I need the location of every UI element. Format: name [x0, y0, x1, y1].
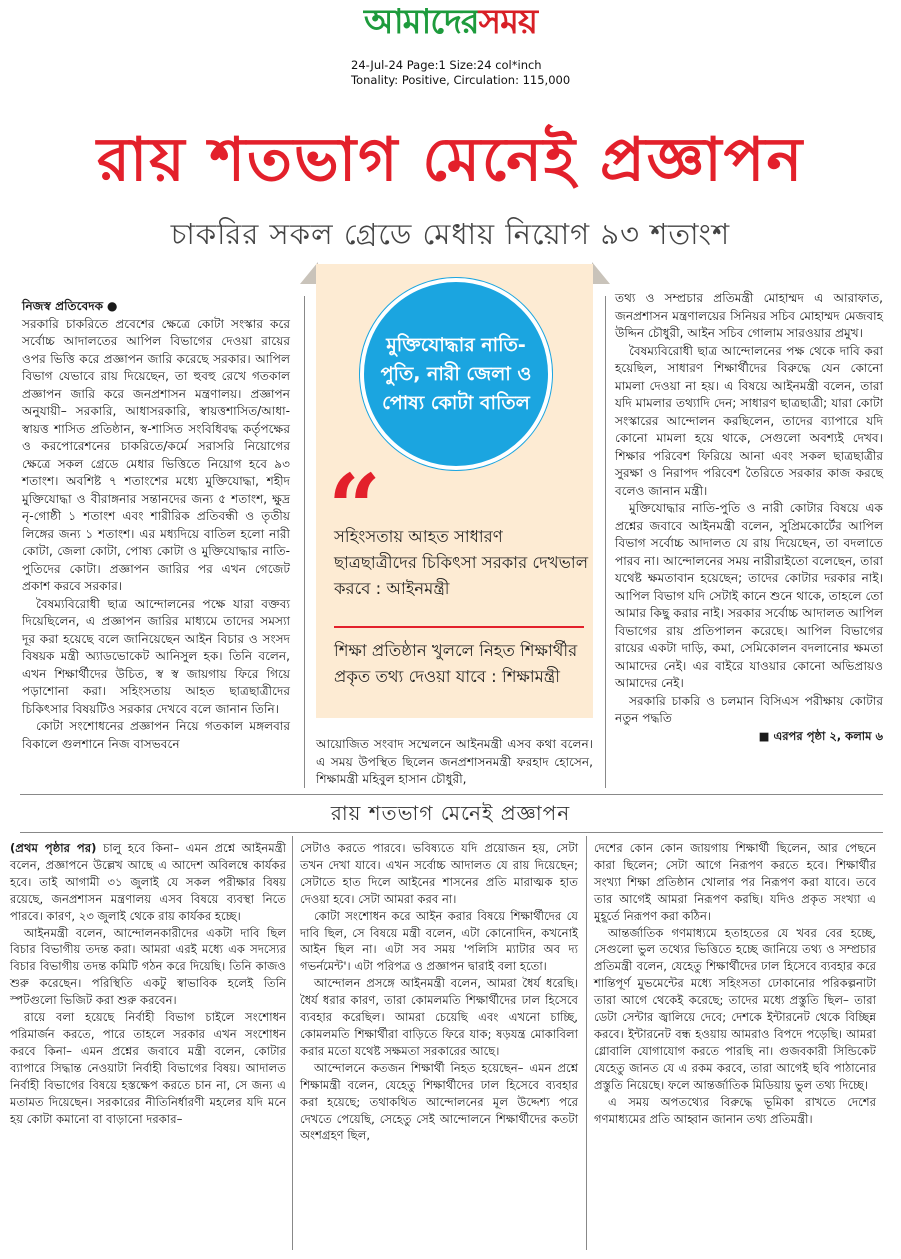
section-separator — [20, 794, 883, 795]
logo-part-1: আমাদের — [364, 2, 479, 42]
paragraph: সেটাও করতে পারবে। ভবিষ্যতে যদি প্রয়োজন হয়, সেটা তখন দেখা যাবে। এখন সর্বোচ্চ আদালত যে রায় দিয়েছেন; সেটাতে হাত দিলে আইনের শাসনের প্রতি মারাত্মক হাত দেওয়া হবে। সেটা আমরা করব না। — [300, 841, 578, 906]
paragraph: সরকারি চাকরিতে প্রবেশের ক্ষেত্রে কোটা সংস্কার করে সর্বোচ্চ আদালতের আপিল বিভাগের দেওয়া রায়ের ওপর ভিত্তি করে প্রজ্ঞাপন জারি করেছে সরকার। আপিল বিভাগ যেভাবে রায় দিয়েছেন, তা হুবহু রেখে গতকাল প্রজ্ঞাপন জারি করে জনপ্রশাসন মন্ত্রণালয়। প্রজ্ঞাপন অনুযায়ী– সরকারি, আধাসরকারি, স্বায়ত্তশাসিত/আধা-স্বায়ত্ত শাসিত প্রতিষ্ঠান, স্ব-শাসিত সংবিধিবদ্ধ কর্তৃপক্ষের ও করপোরেশনের চাকরিতে/কর্মে সরাসরি নিয়োগের ক্ষেত্রে সকল গ্রেডে মেধার ভিত্তিতে নিয়োগ হবে ৯৩ শতাংশ। অবশিষ্ট ৭ শতাংশের মধ্যে মুক্তিযোদ্ধা, শহীদ মুক্তিযোদ্ধা ও বীরাঙ্গনার সন্তানদের জন্য ৫ শতাংশ, ক্ষুদ্র নৃ-গোষ্ঠী ১ শতাংশ এবং শারীরিক প্রতিবন্ধী ও তৃতীয় লিঙ্গের জন্য ১ শতাংশ। এর মধ্যদিয়ে বাতিল হলো নারী কোটা, জেলা কোটা, পোষ্য কোটা ও মুক্তিযোদ্ধার নাতি-পুতিদের কোটা। প্রজ্ঞাপন জারির পর এখন গেজেট প্রকাশ করবে সরকার। — [22, 316, 290, 593]
pull-quote-education-minister: শিক্ষা প্রতিষ্ঠান খুললে নিহত শিক্ষার্থীর প্রকৃত তথ্য দেওয়া যাবে : শিক্ষামন্ত্রী — [334, 641, 578, 686]
continuation-column-2 — [300, 840, 578, 1144]
section-separator — [20, 832, 883, 833]
subheadline: চাকরির সকল গ্রেডে মেধায় নিয়োগ ৯৩ শতাংশ — [170, 217, 731, 251]
article-column-1 — [22, 298, 290, 753]
paragraph: সরকারি চাকরি ও চলমান বিসিএস পরীক্ষায় কোটার নতুন পদ্ধতি — [615, 693, 883, 725]
paragraph: বৈষম্যবিরোধী ছাত্র আন্দোলনের পক্ষ থেকে দাবি করা হয়েছিল, সাধারণ শিক্ষার্থীদের বিরুদ্ধে যেন কোনো মামলা দেওয়া না হয়। এ বিষয়ে আইনমন্ত্রী বলেন, তারা যদি মামলার তথ্যাদি দেন; সাধারণ ছাত্রছাত্রী; যারা কোটা সংস্কারের আন্দোলন করছিলেন, তাদের ব্যাপারে যদি কোনো মামলা হয়ে থাকে, সেগুলো অবশ্যই দেখব। শিক্ষার পরিবেশ ফিরিয়ে আনা এবং সকল ছাত্রছাত্রীর সুরক্ষা ও নিরাপদ পরিবেশ তৈরিতে সরকার কাজ করছে বলেও জানান মন্ত্রী। — [615, 343, 883, 498]
callout-corner-right — [592, 262, 610, 284]
paragraph: চালু হবে কিনা– এমন প্রশ্নে আইনমন্ত্রী বলেন, প্রজ্ঞাপনে উল্লেখ আছে এ আদেশ অবিলম্বে কার্যকর হবে। তাই আগামী ৩১ জুলাই যে সকল পরীক্ষার বিষয় রয়েছে, জনপ্রশাসন মন্ত্রণালয় এসব বিষয়ে ব্যবস্থা নিতে পারবে। কারণ, ২৩ জুলাই থেকে রায় কার্যকর হচ্ছে। — [10, 841, 286, 923]
byline: নিজস্ব প্রতিবেদক — [22, 299, 104, 313]
clipping-meta — [351, 58, 570, 88]
paragraph: আন্তর্জাতিক গণমাধ্যমে হতাহতের যে খবর বের হচ্ছে, সেগুলো ভুল তথ্যের ভিত্তিতে হচ্ছে জানিয়ে তথ্য ও সম্প্রচার প্রতিমন্ত্রী বলেন, যেহেতু শিক্ষার্থীদের ঢাল হিসেবে ব্যবহার করে শান্তিপূর্ণ মুভমেন্টের মধ্যে সহিংসতা ঢোকানোর পরিকল্পনাটা তারা আগে থেকেই করেছে; তাদের মধ্যে প্রস্তুতি ছিল– তারা ডেটা সেন্টার জ্বালিয়ে দেবে; দেশকে ইন্টারনেট থেকে বিচ্ছিন্ন করবে। ইন্টারনেট বন্ধ হওয়ায় আমরাও বিপদে পড়েছি। আমরা গ্লোবালি যোগাযোগ করতে পারছি না। গুজবকারী সিন্ডিকেট যেহেতু জানত যে এ রকম করবে, তারা আগেই ছবি পাঠানোর প্রস্তুতি নিয়েছে। ফলে আন্তর্জাতিক মিডিয়ায় ভুল তথ্য দিচ্ছে। — [594, 925, 876, 1092]
quote-mark-icon: “ — [328, 454, 381, 562]
column-rule — [586, 836, 587, 1250]
paragraph: আইনমন্ত্রী বলেন, আন্দোলনকারীদের একটা দাবি ছিল বিচার বিভাগীয় তদন্ত করা। আমরা এরই মধ্যে এক সদস্যের বিচার বিভাগীয় তদন্ত কমিটি গঠন করে দিয়েছি। তিনি কাজও শুরু করেছেন। পরিস্থিতি একটু স্বাভাবিক হলেই তিনি স্পটগুলো ভিজিট করা শুরু করবেন। — [10, 925, 286, 1008]
paragraph: রায়ে বলা হয়েছে নির্বাহী বিভাগ চাইলে সংশোধন পরিমার্জন করতে, পারে তাহলে সরকার এখন সংশোধন করবে কিনা– এমন প্রশ্নের জবাবে মন্ত্রী বলেন, কোটার ব্যাপারে সিদ্ধান্ত নেওয়াটা নির্বাহী বিভাগের বিষয়। আদালত নির্বাহী বিভাগের বিষয়ে হস্তক্ষেপ করতে চান না, সে জন্য এ মতামত দিয়েছেন। সরকারের নীতিনির্ধারণী মহলের যদি মনে হয় কোটা কমানো বা বাড়ানো দরকার– — [10, 1010, 286, 1126]
continuation-title: রায় শতভাগ মেনেই প্রজ্ঞাপন — [330, 801, 571, 825]
continuation-lead-label: (প্রথম পৃষ্ঠার পর) — [10, 841, 97, 855]
newspaper-logo — [364, 2, 537, 42]
paragraph: আয়োজিত সংবাদ সম্মেলনে আইনমন্ত্রী এসব কথা বলেন। এ সময় উপস্থিত ছিলেন জনপ্রশাসনমন্ত্রী ফরহাদ হোসেন, শিক্ষামন্ত্রী মহিবুল হাসান চৌধুরী, — [316, 737, 593, 786]
paragraph: কোটা সংশোধন করে আইন করার বিষয়ে শিক্ষার্থীদের যে দাবি ছিল, সে বিষয়ে মন্ত্রী বলেন, এটা কোনোদিন, কখনোই আইন ছিল না। এটা সব সময় 'পলিসি ম্যাটার অব দ্য গভর্নমেন্ট'। এটা পরিপত্র ও প্রজ্ঞাপন দ্বারাই বলা হতো। — [300, 908, 578, 974]
article-column-3 — [615, 290, 883, 745]
continued-on: ■ এরপর পৃষ্ঠা ২, কলাম ৬ — [758, 728, 883, 743]
paragraph: বৈষম্যবিরোধী ছাত্র আন্দোলনের পক্ষে যারা বক্তব্য দিয়েছিলেন, এ প্রজ্ঞাপন জারির মাধ্যমে তাদের সমস্যা দূর করা হয়েছে বলে জানিয়েছেন আইন বিচার ও সংসদ বিষয়ক মন্ত্রী অ্যাডভোকেট আনিসুল হক। তিনি বলেন, এখন শিক্ষার্থীদের উচিত, স্ব স্ব জায়গায় ফিরে গিয়ে পড়াশোনা করা। সহিংসতায় আহত ছাত্রছাত্রীদের চিকিৎসার বিষয়টিও সরকার দেখবে বলে জানান তিনি। — [22, 596, 290, 716]
paragraph: আন্দোলনে কতজন শিক্ষার্থী নিহত হয়েছেন– এমন প্রশ্নে শিক্ষামন্ত্রী বলেন, যেহেতু শিক্ষার্থীদের ঢাল হিসেবে ব্যবহার করা হয়েছে; তথাকথিত আন্দোলনের মূল উদ্দেশ্য পরে দেখতে পেয়েছি, সেহেতু সেই আন্দোলনে শিক্ষার্থীদের কতটা অংশগ্রহণ ছিল, — [300, 1060, 578, 1143]
column-rule — [292, 836, 293, 1250]
column-rule — [304, 296, 305, 788]
continuation-column-1 — [10, 840, 286, 1127]
paragraph: তথ্য ও সম্প্রচার প্রতিমন্ত্রী মোহাম্মদ এ আরাফাত, জনপ্রশাসন মন্ত্রণালয়ের সিনিয়র সচিব মোহাম্মদ মেজবাহ উদ্দিন চৌধুরী, আইন সচিব গোলাম সারওয়ার প্রমুখ। — [615, 291, 883, 340]
paragraph: কোটা সংশোধনের প্রজ্ঞাপন নিয়ে গতকাল মঙ্গলবার বিকালে গুলশানে নিজ বাসভবনে — [22, 719, 290, 751]
continuation-column-3 — [594, 840, 876, 1127]
quote-divider — [334, 626, 584, 628]
paragraph: মুক্তিযোদ্ধার নাতি-পুতি ও নারী কোটার বিষয়ে এক প্রশ্নের জবাবে আইনমন্ত্রী বলেন, সুপ্রিমকোর্টের আপিল বিভাগ সর্বোচ্চ আদালত যে রায় দিয়েছেন, তা বদলাতে পারব না। আন্দোলনের সময় নারীরাইতো বলেছেন, তারা যথেষ্ট ক্ষমতাবান হয়েছেন; তাদের কোটার দরকার নাই। আপিল বিভাগ যদি সেটাই কানে শুনে থাকে, তাহলে তো আমার কিছু করার নাই। সরকার সর্বোচ্চ আদালত আপিল বিভাগের রায় প্রতিপালন করেছে। আপিল বিভাগের রায়ের একটা দাড়ি, কমা, সেমিকোলন বদলানোর ক্ষমতা আমাদের নেই। এর বাইরে যাওয়ার কোনো অভিপ্রায়ও আমাদের নেই। — [615, 501, 883, 690]
headline: রায় শতভাগ মেনেই প্রজ্ঞাপন — [96, 125, 805, 195]
meta-line-1: 24-Jul-24 Page:1 Size:24 col*inch — [351, 58, 542, 72]
logo-part-2: সময় — [478, 2, 537, 42]
column-rule — [605, 296, 606, 788]
paragraph: আন্দোলন প্রসঙ্গে আইনমন্ত্রী বলেন, আমরা ধৈর্য ধরেছি। ধৈর্য ধরার কারণ, তারা কোমলমতি শিক্ষার্থীদের ঢাল হিসেবে ব্যবহার করেছিল। আমরা চেয়েছি এবং এখনো চাচ্ছি, কোমলমতি শিক্ষার্থীরা বাড়িতে ফিরে যাক; ষড়যন্ত্র মোকাবিলা করার মতো যথেষ্ট সক্ষমতা সরকারের আছে। — [300, 976, 578, 1058]
byline-dot: ● — [106, 299, 118, 313]
meta-line-2: Tonality: Positive, Circulation: 115,000 — [351, 73, 571, 87]
masthead — [0, 2, 901, 42]
paragraph: এ সময় অপতথ্যের বিরুদ্ধে ভূমিকা রাখতে দেশের গণমাধ্যমের প্রতি আহ্বান জানান তথ্য প্রতিমন্ত্রী। — [594, 1094, 876, 1126]
pull-quote-law-minister: সহিংসতায় আহত সাধারণ ছাত্রছাত্রীদের চিকিৎসা সরকার দেখভাল করবে : আইনমন্ত্রী — [334, 527, 588, 598]
callout-bubble: মুক্তিযোদ্ধার নাতি-পুতি, নারী জেলা ও পোষ্য কোটা বাতিল — [360, 278, 552, 470]
paragraph: দেশের কোন কোন জায়গায় শিক্ষার্থী ছিলেন, আর পেছনে কারা ছিলেন; সেটা আগে নিরূপণ করতে হবে। শিক্ষার্থীর সংখ্যা শিক্ষা প্রতিষ্ঠান খোলার পর নিরূপণ করা যাবে। তবে তার আগেই আমরা নিরূপণ করছি। যদিও প্রকৃত সংখ্যা এ মুহূর্তে নিরূপণ করা কঠিন। — [594, 841, 876, 923]
article-column-2 — [316, 736, 593, 789]
